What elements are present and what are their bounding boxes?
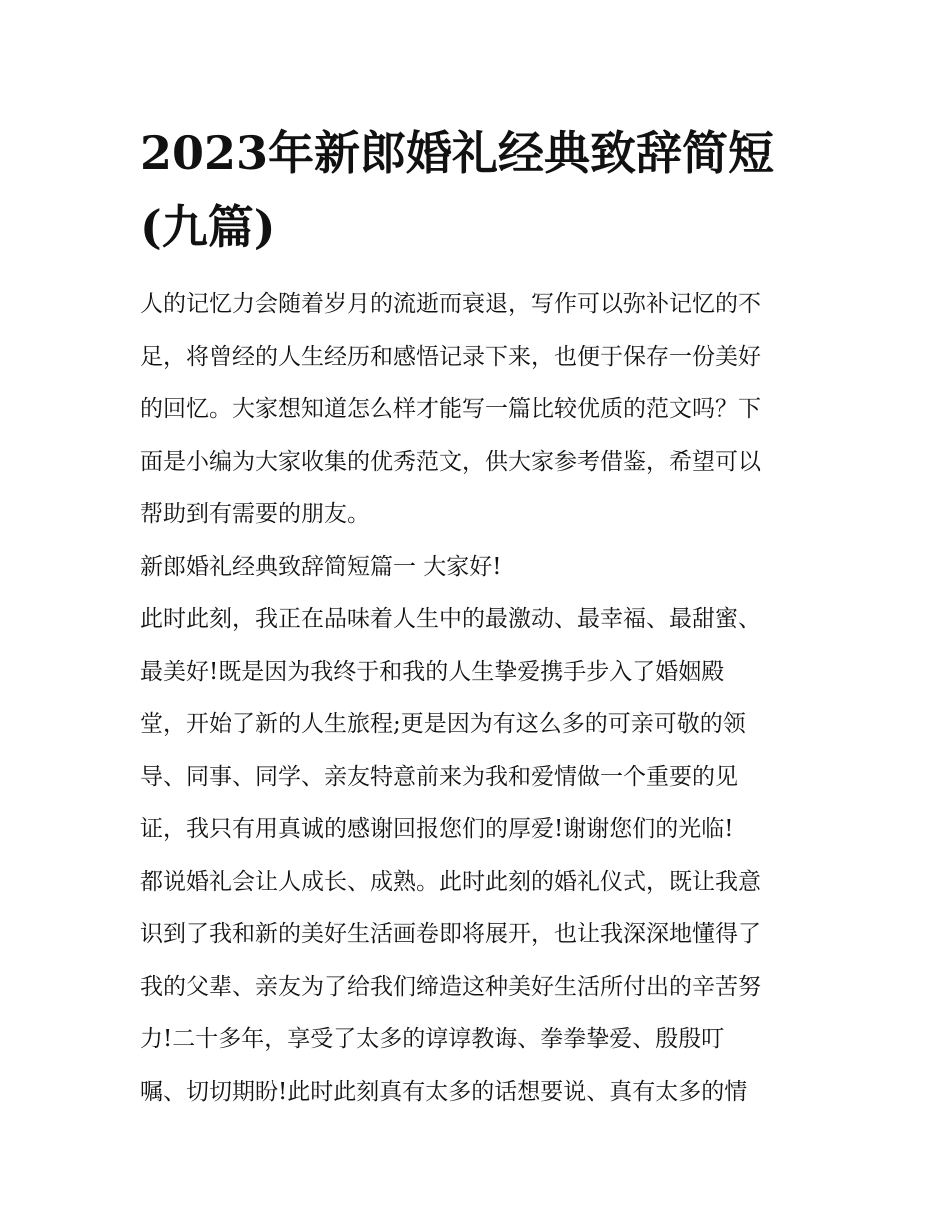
body-line: 人的记忆力会随着岁月的流逝而衰退，写作可以弥补记忆的不: [140, 291, 761, 317]
body-line: 面是小编为大家收集的优秀范文，供大家参考借鉴，希望可以: [140, 448, 761, 475]
body-line: 堂，开始了新的人生旅程;更是因为有这么多的可亲可敬的领: [140, 711, 746, 737]
body-line: 识到了我和新的美好生活画卷即将展开，也让我深深地懂得了: [140, 921, 761, 947]
title-line-2: (九篇): [140, 200, 276, 254]
body-line: 力!二十多年，享受了太多的谆谆教诲、拳拳挚爱、殷殷叮: [140, 1026, 725, 1052]
body-line: 帮助到有需要的朋友。: [140, 501, 370, 527]
section-heading: 新郎婚礼经典致辞简短篇一 大家好!: [140, 553, 502, 580]
body-line: 我的父辈、亲友为了给我们缔造这种美好生活所付出的辛苦努: [140, 973, 761, 1000]
body-line: 证，我只有用真诚的感谢回报您们的厚爱!谢谢您们的光临!: [140, 816, 734, 842]
title-line-1: 2023年新郎婚礼经典致辞简短: [140, 126, 775, 180]
body-line: 的回忆。大家想知道怎么样才能写一篇比较优质的范文吗？下: [140, 396, 761, 422]
body-line: 最美好!既是因为我终于和我的人生挚爱携手步入了婚姻殿: [140, 658, 725, 685]
document-body: [140, 278, 830, 1118]
body-line: 此时此刻，我正在品味着人生中的最激动、最幸福、最甜蜜、: [140, 606, 761, 632]
document-title: [140, 116, 820, 264]
body-line: 导、同事、同学、亲友特意前来为我和爱情做一个重要的见: [140, 763, 738, 790]
body-line: 足，将曾经的人生经历和感悟记录下来，也便于保存一份美好: [140, 343, 761, 370]
body-line: 都说婚礼会让人成长、成熟。此时此刻的婚礼仪式，既让我意: [140, 868, 761, 895]
body-line: 嘱、切切期盼!此时此刻真有太多的话想要说、真有太多的情: [140, 1078, 748, 1105]
